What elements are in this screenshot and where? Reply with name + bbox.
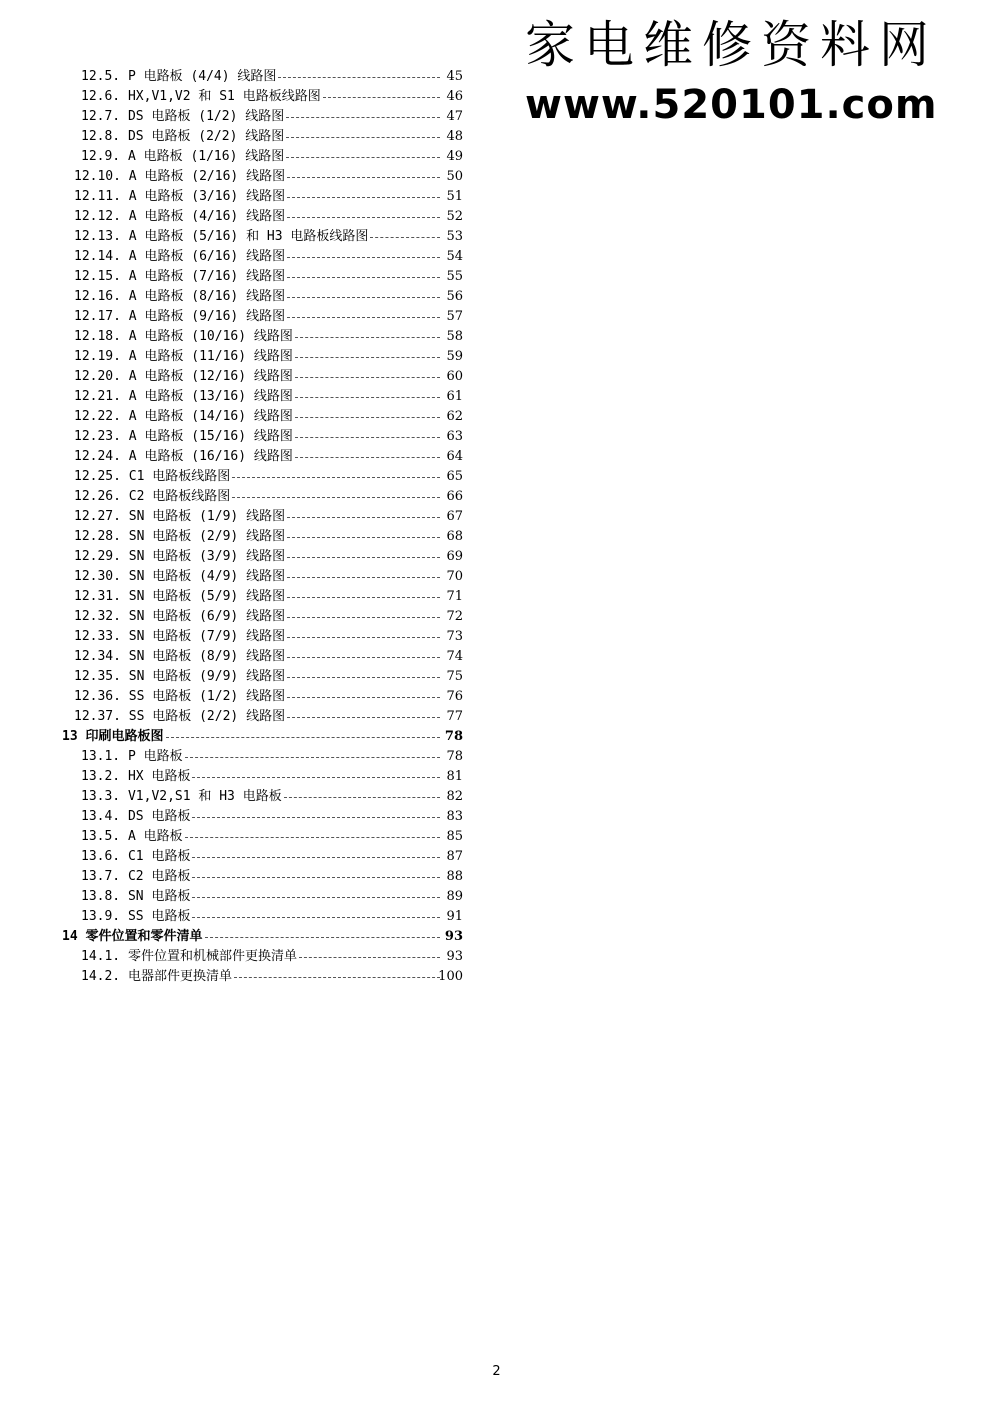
toc-entry-page: 75 (446, 669, 463, 684)
toc-leader-dots (287, 577, 440, 578)
toc-entry[interactable] (0, 427, 470, 447)
toc-entry-page: 77 (446, 709, 463, 724)
toc-entry-text (81, 87, 321, 107)
toc-entry-number: 13.2. (81, 769, 121, 784)
toc-leader-dots (192, 817, 440, 818)
toc-entry-number: 13.5. (81, 829, 121, 844)
toc-entry-text (74, 187, 285, 207)
toc-entry-page: 73 (446, 629, 463, 644)
toc-leader-dots (166, 737, 440, 738)
toc-entry-text (74, 427, 293, 447)
toc-entry-page: 56 (446, 289, 463, 304)
toc-entry[interactable] (0, 527, 470, 547)
toc-entry-number: 12.23. (74, 429, 121, 444)
toc-entry-label: A 电路板 (6/16) 线路图 (128, 249, 286, 264)
toc-entry-page: 48 (446, 129, 463, 144)
toc-entry-number: 12.28. (74, 529, 121, 544)
toc-entry-label: A 电路板 (8/16) 线路图 (128, 289, 286, 304)
toc-entry[interactable] (0, 867, 470, 887)
toc-entry-text (74, 567, 285, 587)
toc-entry-number: 12.6. (81, 89, 121, 104)
toc-leader-dots (295, 357, 440, 358)
toc-leader-dots (287, 637, 440, 638)
toc-entry-page: 76 (446, 689, 463, 704)
toc-entry[interactable] (0, 787, 470, 807)
toc-entry[interactable] (0, 747, 470, 767)
toc-entry-label: A 电路板 (2/16) 线路图 (128, 169, 286, 184)
toc-entry-page: 68 (446, 529, 463, 544)
toc-chapter-entry[interactable] (0, 927, 470, 947)
toc-entry-label: A 电路板 (4/16) 线路图 (128, 209, 286, 224)
toc-entry-label: SN 电路板 (3/9) 线路图 (128, 549, 286, 564)
toc-entry-text (81, 827, 183, 847)
table-of-contents (0, 67, 470, 987)
toc-entry-label: SN 电路板 (6/9) 线路图 (128, 609, 286, 624)
toc-entry-page: 46 (446, 89, 463, 104)
toc-entry-page: 53 (446, 229, 463, 244)
toc-leader-dots (192, 877, 440, 878)
toc-entry-label: 印刷电路板图 (85, 729, 164, 744)
toc-entry-number: 12.15. (74, 269, 121, 284)
toc-entry-label: A 电路板 (10/16) 线路图 (128, 329, 293, 344)
toc-entry-number: 12.35. (74, 669, 121, 684)
toc-entry[interactable] (0, 547, 470, 567)
toc-entry-label: SN 电路板 (9/9) 线路图 (128, 669, 286, 684)
watermark-title: 家电维修资料网 (525, 16, 938, 74)
toc-entry-label: SN 电路板 (5/9) 线路图 (128, 589, 286, 604)
toc-entry-page: 93 (446, 949, 463, 964)
toc-entry-number: 12.25. (74, 469, 121, 484)
toc-entry-page: 45 (446, 69, 463, 84)
toc-entry[interactable] (0, 167, 470, 187)
toc-entry-text (74, 667, 285, 687)
toc-entry[interactable] (0, 767, 470, 787)
toc-entry-label: A 电路板 (15/16) 线路图 (128, 429, 293, 444)
page-number: 2 (492, 1364, 501, 1379)
toc-leader-dots (287, 537, 440, 538)
toc-entry-label: C2 电路板线路图 (128, 489, 231, 504)
toc-entry-number: 12.20. (74, 369, 121, 384)
toc-entry-text (81, 107, 284, 127)
toc-entry-number: 13.8. (81, 889, 121, 904)
toc-entry-number: 13.4. (81, 809, 121, 824)
toc-leader-dots (287, 597, 440, 598)
toc-entry-text (74, 207, 285, 227)
toc-entry-page: 81 (446, 769, 463, 784)
toc-entry-text (81, 127, 284, 147)
toc-entry[interactable] (0, 967, 470, 987)
toc-leader-dots (287, 317, 440, 318)
toc-entry-text (81, 787, 282, 807)
toc-entry-text (74, 707, 285, 727)
toc-entry-text (62, 927, 203, 947)
toc-leader-dots (287, 657, 440, 658)
toc-entry-number: 12.19. (74, 349, 121, 364)
toc-entry-page: 91 (446, 909, 463, 924)
toc-entry-page: 49 (446, 149, 463, 164)
toc-entry-page: 62 (446, 409, 463, 424)
toc-entry-text (81, 747, 183, 767)
toc-entry-number: 13.9. (81, 909, 121, 924)
toc-entry-number: 14 (62, 929, 78, 944)
toc-leader-dots (287, 197, 440, 198)
toc-leader-dots (295, 377, 440, 378)
watermark-url: www.520101.com (525, 82, 938, 128)
toc-entry-number: 12.8. (81, 129, 121, 144)
toc-entry-text (74, 327, 293, 347)
toc-entry[interactable] (0, 607, 470, 627)
toc-entry-number: 12.33. (74, 629, 121, 644)
toc-entry-number: 12.21. (74, 389, 121, 404)
toc-entry[interactable] (0, 807, 470, 827)
toc-entry-page: 72 (446, 609, 463, 624)
toc-entry-text (81, 947, 297, 967)
toc-entry-page: 74 (446, 649, 463, 664)
toc-entry[interactable] (0, 507, 470, 527)
toc-entry[interactable] (0, 267, 470, 287)
toc-entry-label: A 电路板 (16/16) 线路图 (128, 449, 293, 464)
toc-entry-number: 12.10. (74, 169, 121, 184)
toc-entry-page: 70 (446, 569, 463, 584)
toc-entry-label: C1 电路板 (127, 849, 191, 864)
toc-entry-label: DS 电路板 (127, 809, 191, 824)
toc-entry-page: 89 (446, 889, 463, 904)
toc-entry-label: A 电路板 (12/16) 线路图 (128, 369, 293, 384)
toc-entry[interactable] (0, 107, 470, 127)
toc-entry-label: A 电路板 (127, 829, 183, 844)
toc-leader-dots (323, 97, 440, 98)
toc-entry-number: 13.1. (81, 749, 121, 764)
toc-entry-label: DS 电路板 (2/2) 线路图 (127, 129, 285, 144)
toc-entry-label: P 电路板 (4/4) 线路图 (127, 69, 277, 84)
toc-entry-page: 65 (446, 469, 463, 484)
toc-leader-dots (287, 677, 440, 678)
toc-entry-text (74, 547, 285, 567)
toc-entry-number: 12.31. (74, 589, 121, 604)
toc-entry-page: 87 (446, 849, 463, 864)
toc-leader-dots (192, 917, 440, 918)
toc-entry[interactable] (0, 227, 470, 247)
toc-entry[interactable] (0, 387, 470, 407)
toc-entry-label: SS 电路板 (2/2) 线路图 (128, 709, 286, 724)
toc-entry-page: 61 (446, 389, 463, 404)
toc-entry-page: 51 (446, 189, 463, 204)
toc-entry-text (74, 687, 285, 707)
toc-leader-dots (295, 417, 440, 418)
toc-leader-dots (295, 437, 440, 438)
toc-entry-text (74, 507, 285, 527)
toc-entry-label: A 电路板 (14/16) 线路图 (128, 409, 293, 424)
toc-entry[interactable] (0, 127, 470, 147)
toc-entry[interactable] (0, 367, 470, 387)
toc-entry[interactable] (0, 947, 470, 967)
toc-entry-label: A 电路板 (11/16) 线路图 (128, 349, 293, 364)
toc-entry-text (74, 587, 285, 607)
toc-leader-dots (287, 557, 440, 558)
toc-leader-dots (232, 497, 440, 498)
toc-leader-dots (370, 237, 440, 238)
toc-entry[interactable] (0, 407, 470, 427)
toc-leader-dots (287, 297, 440, 298)
toc-entry-label: A 电路板 (5/16) 和 H3 电路板线路图 (128, 229, 369, 244)
toc-entry-label: HX 电路板 (127, 769, 191, 784)
toc-entry-text (81, 147, 284, 167)
toc-entry-page: 83 (446, 809, 463, 824)
toc-entry-text (74, 347, 293, 367)
toc-entry-label: A 电路板 (7/16) 线路图 (128, 269, 286, 284)
toc-entry[interactable] (0, 707, 470, 727)
toc-entry-label: SN 电路板 (2/9) 线路图 (128, 529, 286, 544)
toc-leader-dots (192, 777, 440, 778)
toc-entry-number: 12.7. (81, 109, 121, 124)
toc-entry-text (81, 887, 190, 907)
toc-leader-dots (185, 757, 440, 758)
toc-entry-number: 12.13. (74, 229, 121, 244)
toc-entry-number: 13 (62, 729, 78, 744)
toc-entry-page: 82 (446, 789, 463, 804)
toc-entry-text (81, 907, 190, 927)
toc-entry[interactable] (0, 327, 470, 347)
toc-entry-page: 55 (446, 269, 463, 284)
watermark (525, 12, 975, 128)
toc-entry[interactable] (0, 207, 470, 227)
toc-entry-number: 13.6. (81, 849, 121, 864)
toc-leader-dots (287, 177, 440, 178)
toc-entry-label: A 电路板 (3/16) 线路图 (128, 189, 286, 204)
toc-entry-page: 71 (446, 589, 463, 604)
toc-entry-text (74, 487, 230, 507)
toc-entry-page: 93 (444, 929, 463, 944)
toc-entry-label: SS 电路板 (127, 909, 191, 924)
toc-entry-page: 64 (446, 449, 463, 464)
toc-entry-page: 69 (446, 549, 463, 564)
toc-leader-dots (287, 617, 440, 618)
toc-entry-page: 54 (446, 249, 463, 264)
toc-leader-dots (295, 397, 440, 398)
toc-entry-text (74, 267, 285, 287)
toc-entry-text (81, 847, 190, 867)
toc-entry-label: SN 电路板 (1/9) 线路图 (128, 509, 286, 524)
toc-leader-dots (284, 797, 440, 798)
toc-entry-label: 零件位置和机械部件更换清单 (127, 949, 297, 964)
toc-entry-label: HX,V1,V2 和 S1 电路板线路图 (127, 89, 321, 104)
toc-entry-text (74, 227, 368, 247)
toc-entry[interactable] (0, 847, 470, 867)
toc-entry-label: A 电路板 (9/16) 线路图 (128, 309, 286, 324)
toc-entry[interactable] (0, 447, 470, 467)
toc-entry-page: 60 (446, 369, 463, 384)
toc-leader-dots (192, 857, 440, 858)
toc-entry-label: A 电路板 (13/16) 线路图 (128, 389, 293, 404)
toc-chapter-entry[interactable] (0, 727, 470, 747)
toc-entry-page: 85 (446, 829, 463, 844)
toc-entry-text (74, 307, 285, 327)
toc-entry-number: 12.14. (74, 249, 121, 264)
toc-entry-number: 14.2. (81, 969, 121, 984)
toc-entry-number: 12.29. (74, 549, 121, 564)
toc-entry-text (81, 867, 190, 887)
toc-leader-dots (286, 157, 440, 158)
toc-entry-number: 12.18. (74, 329, 121, 344)
toc-entry[interactable] (0, 907, 470, 927)
toc-entry-label: SN 电路板 (4/9) 线路图 (128, 569, 286, 584)
toc-leader-dots (234, 977, 440, 978)
toc-entry[interactable] (0, 827, 470, 847)
toc-entry-text (74, 287, 285, 307)
toc-entry-text (81, 807, 190, 827)
toc-leader-dots (278, 77, 440, 78)
toc-entry-number: 12.16. (74, 289, 121, 304)
toc-entry-number: 12.22. (74, 409, 121, 424)
toc-entry-number: 14.1. (81, 949, 121, 964)
toc-entry-label: P 电路板 (127, 749, 183, 764)
toc-entry-number: 12.30. (74, 569, 121, 584)
toc-entry[interactable] (0, 287, 470, 307)
toc-leader-dots (232, 477, 440, 478)
toc-leader-dots (299, 957, 440, 958)
toc-entry[interactable] (0, 567, 470, 587)
toc-entry[interactable] (0, 87, 470, 107)
toc-entry-label: SN 电路板 (8/9) 线路图 (128, 649, 286, 664)
toc-leader-dots (287, 217, 440, 218)
toc-entry-text (74, 387, 293, 407)
toc-leader-dots (295, 457, 440, 458)
toc-entry-number: 12.34. (74, 649, 121, 664)
toc-entry[interactable] (0, 587, 470, 607)
toc-entry-text (74, 367, 293, 387)
toc-leader-dots (287, 717, 440, 718)
toc-entry-label: 电器部件更换清单 (127, 969, 232, 984)
toc-entry[interactable] (0, 647, 470, 667)
toc-entry-text (74, 247, 285, 267)
toc-entry-number: 12.5. (81, 69, 121, 84)
toc-leader-dots (287, 257, 440, 258)
toc-entry-text (74, 527, 285, 547)
toc-entry-page: 66 (446, 489, 463, 504)
toc-entry[interactable] (0, 247, 470, 267)
toc-entry-text (81, 967, 232, 987)
toc-entry-page: 52 (446, 209, 463, 224)
toc-entry[interactable] (0, 187, 470, 207)
toc-entry-number: 12.37. (74, 709, 121, 724)
toc-leader-dots (205, 937, 440, 938)
toc-entry[interactable] (0, 307, 470, 327)
toc-entry-number: 12.27. (74, 509, 121, 524)
toc-entry-page: 78 (446, 749, 463, 764)
toc-entry-number: 12.17. (74, 309, 121, 324)
toc-entry-page: 63 (446, 429, 463, 444)
toc-entry-page: 67 (446, 509, 463, 524)
toc-leader-dots (286, 117, 440, 118)
toc-entry-label: SN 电路板 (7/9) 线路图 (128, 629, 286, 644)
toc-leader-dots (287, 277, 440, 278)
toc-entry-text (74, 607, 285, 627)
toc-entry-label: DS 电路板 (1/2) 线路图 (127, 109, 285, 124)
toc-entry-text (74, 647, 285, 667)
toc-entry[interactable] (0, 667, 470, 687)
toc-entry-number: 12.12. (74, 209, 121, 224)
toc-entry-number: 12.11. (74, 189, 121, 204)
toc-entry-label: SS 电路板 (1/2) 线路图 (128, 689, 286, 704)
toc-entry[interactable] (0, 467, 470, 487)
toc-leader-dots (286, 137, 440, 138)
toc-entry-page: 57 (446, 309, 463, 324)
toc-entry-number: 12.32. (74, 609, 121, 624)
toc-leader-dots (185, 837, 440, 838)
toc-entry-page: 58 (446, 329, 463, 344)
toc-entry[interactable] (0, 627, 470, 647)
toc-entry[interactable] (0, 487, 470, 507)
toc-entry-label: 零件位置和零件清单 (85, 929, 203, 944)
toc-entry-text (74, 627, 285, 647)
toc-leader-dots (287, 697, 440, 698)
toc-entry-text (74, 447, 293, 467)
toc-entry-label: SN 电路板 (127, 889, 191, 904)
toc-entry-text (74, 407, 293, 427)
toc-entry-page: 100 (438, 969, 463, 984)
toc-leader-dots (295, 337, 440, 338)
toc-entry-text (74, 167, 285, 187)
toc-entry-text (81, 767, 190, 787)
toc-entry-text (81, 67, 276, 87)
toc-entry-page: 47 (446, 109, 463, 124)
toc-entry[interactable] (0, 687, 470, 707)
toc-entry[interactable] (0, 887, 470, 907)
toc-entry-number: 12.9. (81, 149, 121, 164)
toc-entry-page: 78 (444, 729, 463, 744)
toc-entry-text (62, 727, 164, 747)
toc-entry-page: 59 (446, 349, 463, 364)
toc-entry-label: V1,V2,S1 和 H3 电路板 (127, 789, 282, 804)
toc-entry-text (74, 467, 230, 487)
toc-entry-page: 50 (446, 169, 463, 184)
toc-entry-label: C2 电路板 (127, 869, 191, 884)
toc-entry-label: A 电路板 (1/16) 线路图 (127, 149, 285, 164)
toc-entry-number: 13.7. (81, 869, 121, 884)
toc-leader-dots (192, 897, 440, 898)
toc-entry-page: 88 (446, 869, 463, 884)
toc-entry-number: 12.36. (74, 689, 121, 704)
toc-entry[interactable] (0, 147, 470, 167)
toc-entry-label: C1 电路板线路图 (128, 469, 231, 484)
toc-entry-number: 12.26. (74, 489, 121, 504)
toc-entry-number: 12.24. (74, 449, 121, 464)
toc-entry[interactable] (0, 67, 470, 87)
toc-leader-dots (287, 517, 440, 518)
toc-entry[interactable] (0, 347, 470, 367)
toc-entry-number: 13.3. (81, 789, 121, 804)
